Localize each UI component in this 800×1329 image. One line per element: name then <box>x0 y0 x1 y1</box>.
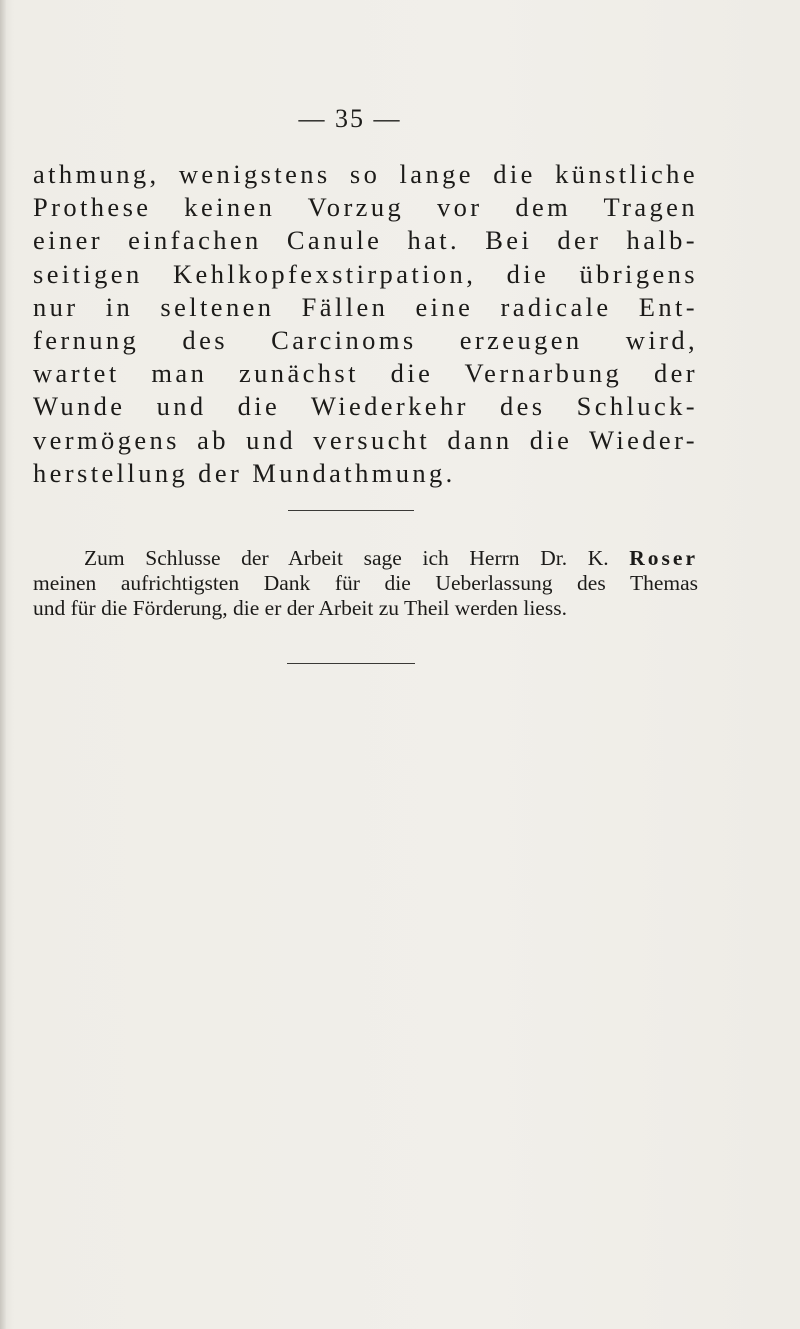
text-line: nur in seltenen Fällen eine radicale Ent- <box>33 291 698 322</box>
section-divider <box>288 510 414 511</box>
text-segment: Zum Schlusse der Arbeit sage ich Herrn Dr. K. <box>84 546 609 570</box>
text-line: wartet man zunächst die Vernarbung der <box>33 358 698 389</box>
text-line: Prothese keinen Vorzug vor dem Tragen <box>33 192 698 223</box>
text-line: athmung, wenigstens so lange die künstliche <box>33 159 698 189</box>
text-line: fernung des Carcinoms erzeugen wird, <box>33 325 698 356</box>
paragraph-spaced <box>33 158 698 490</box>
text-line: meinen aufrichtigsten Dank für die Ueberlassung des Themas <box>33 571 698 595</box>
text-line: und für die Förderung, die er der Arbeit zu Theil werden liess. <box>33 596 567 620</box>
text-line <box>33 546 698 571</box>
text-line: einer einfachen Canule hat. Bei der halb- <box>33 225 698 256</box>
paragraph-acknowledgement <box>33 546 698 621</box>
page-number: — 35 — <box>298 104 402 133</box>
person-name: Roser <box>629 546 699 570</box>
text-line: Wunde und die Wiederkehr des Schluck- <box>33 391 698 422</box>
text-line: herstellung der Mundathmung. <box>33 457 456 488</box>
text-line: vermögens ab und versucht dann die Wieder- <box>33 424 698 455</box>
text-line: seitigen Kehlkopfexstirpation, die übrigens <box>33 258 698 289</box>
end-divider <box>287 663 415 664</box>
page-binding-edge <box>0 0 6 1329</box>
